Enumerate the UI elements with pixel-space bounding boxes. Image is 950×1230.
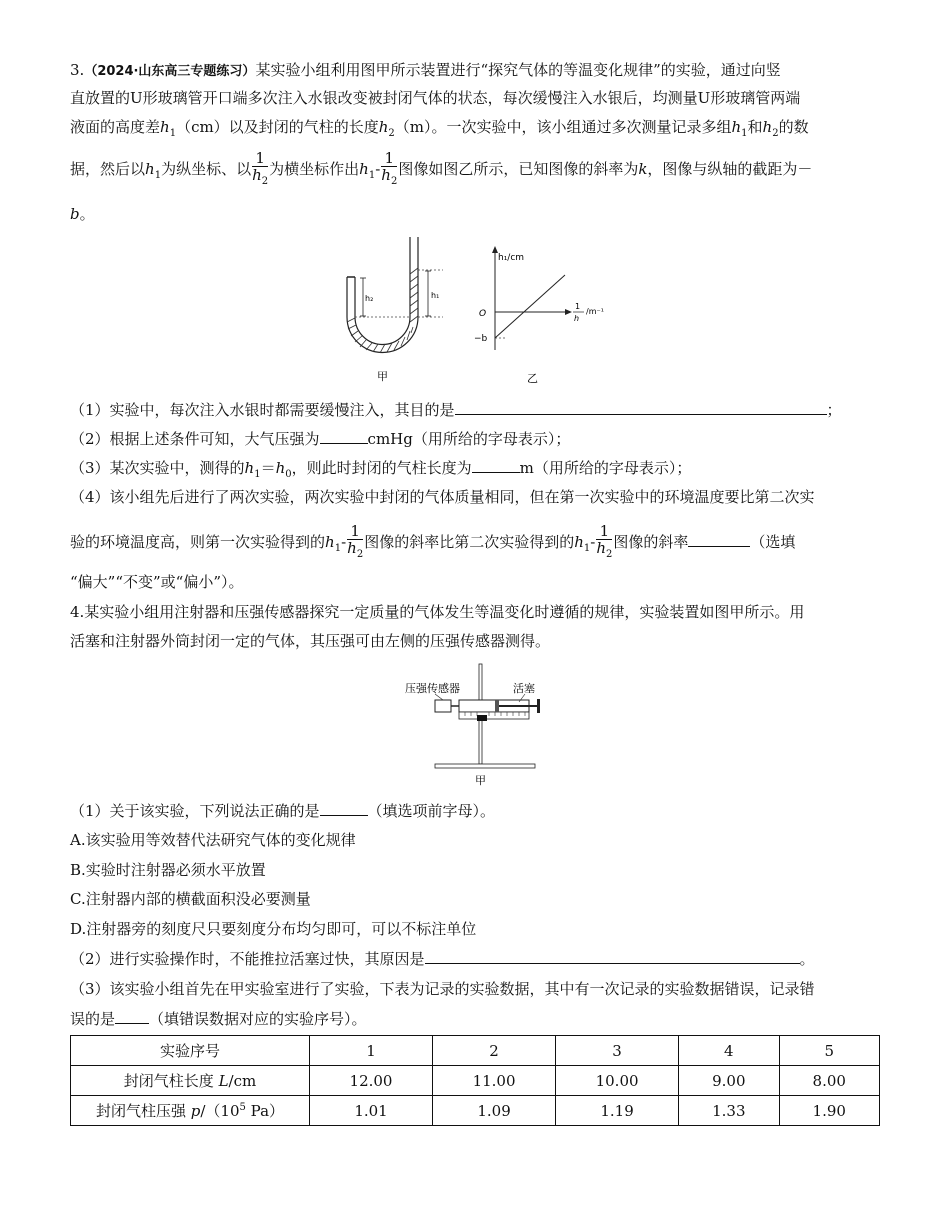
q3-sub4-text-b1: 验的环境温度高，则第一次实验得到的 — [70, 533, 326, 551]
sub: 1 — [741, 128, 748, 139]
sub: 2 — [772, 128, 779, 139]
var-h: h — [347, 539, 357, 557]
q3-stem-c5: 的数 — [778, 118, 809, 136]
q3-line-2 — [70, 85, 800, 111]
frac-num: 1 — [252, 150, 268, 167]
answer-blank[interactable] — [320, 799, 368, 816]
x-axis-arrow — [565, 309, 572, 315]
graph-figure — [470, 240, 620, 388]
var-b: b — [70, 205, 80, 223]
sub: 1 — [254, 469, 261, 480]
x-axis-frac-den: h — [574, 314, 580, 323]
table-header-cell: 1 — [310, 1036, 433, 1066]
q4-stem-b: 活塞和注射器外筒封闭一定的气体，其压强可由左侧的压强传感器测得。 — [70, 632, 551, 650]
q3-sub2 — [70, 426, 570, 452]
q3-line-4 — [70, 150, 812, 190]
q3-sub4-line1 — [70, 484, 815, 510]
sub: 1 — [583, 543, 591, 554]
var-h: h — [244, 459, 255, 477]
q3-sub3-text-c: ，则此时封闭的气柱长度为 — [291, 459, 472, 477]
q3-stem-c3: （m）。一次实验中，该小组通过多次测量记录多组 — [394, 118, 732, 136]
clamp — [477, 715, 487, 721]
pressure-sensor — [435, 700, 451, 712]
h1-label: h₁ — [431, 291, 440, 300]
var-L: L — [218, 1072, 229, 1090]
q3-stem-e: 。 — [79, 205, 95, 223]
var-h: h — [574, 533, 584, 551]
figure-caption: 甲 — [475, 774, 486, 787]
q3-sub3-text: （3）某次实验中，测得的 — [70, 459, 245, 477]
table-row — [71, 1096, 880, 1126]
table-cell: 1.09 — [433, 1096, 556, 1126]
q4-sub3-text-b2: （填错误数据对应的实验序号）。 — [149, 1010, 367, 1028]
var-h: h — [731, 118, 742, 136]
table-cell: 8.00 — [779, 1066, 879, 1096]
q3-line-3 — [70, 114, 809, 147]
q3-sub4-text-c: “偏大”“不变”或“偏小”）。 — [70, 573, 244, 591]
q3-stem-d5: ，图像与纵轴的截距为－ — [647, 160, 813, 178]
row-label-unit: /cm — [228, 1072, 257, 1090]
sub: 2 — [356, 549, 364, 560]
q3-stem-a: 某实验小组利用图甲所示装置进行“探究气体的等温变化规律”的实验，通过向竖 — [255, 61, 781, 79]
frac-den — [596, 540, 612, 563]
superscript: 5 — [239, 1102, 246, 1113]
row-label-length — [71, 1066, 310, 1096]
var-h: h — [378, 118, 389, 136]
q3-sub3-text-d: m（用所给的字母表示）； — [519, 459, 692, 477]
q3-number: 3. — [70, 61, 85, 79]
sub: 2 — [388, 128, 395, 139]
table-header-cell: 2 — [433, 1036, 556, 1066]
var-h: h — [596, 539, 606, 557]
mercury-hatch — [347, 268, 418, 353]
q3-stem-d4: 图像如图乙所示，已知图像的斜率为 — [398, 160, 639, 178]
q3-stem-b: 直放置的U形玻璃管开口端多次注入水银改变被封闭气体的状态，每次缓慢注入水银后，均测量U形玻璃管两端 — [70, 89, 801, 107]
q3-sub1 — [70, 397, 842, 423]
piston-handle — [537, 699, 540, 713]
h2-label: h₂ — [365, 294, 374, 303]
u-tube-bottom — [347, 317, 418, 353]
var-k: k — [638, 160, 648, 178]
var-p: p — [190, 1102, 201, 1120]
q3-sub2-text: （2）根据上述条件可知，大气压强为 — [70, 430, 320, 448]
answer-blank[interactable] — [320, 427, 368, 444]
q4-sub3-line1 — [70, 976, 815, 1002]
dash: - — [590, 533, 596, 551]
answer-blank[interactable] — [425, 947, 800, 964]
q4-sub2-end: 。 — [799, 950, 815, 968]
q3-line-1 — [70, 57, 781, 85]
q3-sub4-text-a: （4）该小组先后进行了两次实验，两次实验中封闭的气体质量相同，但在第一次实验中的环境温度要比第二次实 — [70, 488, 815, 506]
table-cell: 1.19 — [556, 1096, 679, 1126]
syringe-scale — [459, 712, 529, 719]
option-b: B.实验时注射器必须水平放置 — [70, 861, 266, 879]
sub: 2 — [606, 549, 613, 560]
sub: 2 — [261, 176, 269, 187]
var-h: h — [160, 118, 170, 136]
q3-stem-c1: 液面的高度差 — [70, 118, 161, 136]
frac-den — [347, 540, 363, 563]
var-h: h — [325, 533, 335, 551]
u-tube-bottom — [355, 317, 410, 345]
q3-stem-c4: 和 — [747, 118, 763, 136]
table-header-cell: 3 — [556, 1036, 679, 1066]
var-h: h — [381, 166, 391, 184]
option-d: D.注射器旁的刻度尺只要刻度分布均匀即可，可以不标注单位 — [70, 920, 477, 938]
q4-sub3-line2 — [70, 1006, 367, 1032]
table-cell: 1.90 — [779, 1096, 879, 1126]
figure-jia-caption: 甲 — [377, 370, 388, 383]
var-h: h — [359, 160, 369, 178]
table-cell: 12.00 — [310, 1066, 433, 1096]
data-table — [70, 1035, 880, 1126]
syringe-figure — [395, 660, 555, 790]
y-axis-label: h₁/cm — [498, 253, 525, 263]
table-row — [71, 1066, 880, 1096]
piston-label: 活塞 — [513, 682, 535, 695]
sub: 1 — [154, 170, 162, 181]
row-label-text: 封闭气柱压强 — [95, 1102, 191, 1120]
row-label-text: 封闭气柱长度 — [123, 1072, 219, 1090]
u-tube-figure — [325, 232, 455, 387]
answer-blank[interactable] — [115, 1007, 149, 1024]
table-cell: 10.00 — [556, 1066, 679, 1096]
q3-sub4-line3 — [70, 569, 244, 595]
q4-sub2-text: （2）进行实验操作时，不能推拉活塞过快，其原因是 — [70, 950, 425, 968]
option-a: A.该实验用等效替代法研究气体的变化规律 — [70, 831, 356, 849]
answer-blank[interactable] — [455, 398, 827, 415]
dash: - — [341, 533, 347, 551]
table-header-cell: 实验序号 — [71, 1036, 310, 1066]
q3-stem-d3: 为横坐标作出 — [269, 160, 360, 178]
frac-num: 1 — [347, 523, 363, 540]
table-cell: 1.33 — [679, 1096, 779, 1126]
q4-sub3-text-b1: 误的是 — [70, 1010, 116, 1028]
q3-line-5 — [70, 201, 95, 227]
stand-base — [435, 764, 535, 768]
q3-sub1-text: （1）实验中，每次注入水银时都需要缓慢注入，其目的是 — [70, 401, 455, 419]
x-axis-unit: /m⁻¹ — [586, 307, 604, 316]
equals: ＝ — [260, 459, 276, 477]
var-h: h — [252, 166, 262, 184]
q4-line-2 — [70, 628, 550, 654]
q3-stem-d1: 据，然后以 — [70, 160, 146, 178]
var-h: h — [762, 118, 773, 136]
q3-sub4-line2 — [70, 523, 795, 563]
table-cell: 1.01 — [310, 1096, 433, 1126]
frac-num: 1 — [381, 150, 397, 167]
q3-sub2-text-b: cmHg（用所给的字母表示）； — [367, 430, 571, 448]
q3-sub4-text-b3: 图像的斜率 — [613, 533, 689, 551]
q3-stem-c2: （cm）以及封闭的气柱的长度 — [176, 118, 379, 136]
q3-sub4-text-b4: （选填 — [750, 533, 796, 551]
answer-blank[interactable] — [472, 456, 520, 473]
fraction-1-over-h2 — [347, 523, 363, 563]
frac-den — [381, 167, 397, 190]
fraction-1-over-h2 — [252, 150, 268, 190]
q4-sub1 — [70, 798, 495, 824]
table-header-cell: 5 — [779, 1036, 879, 1066]
q3-sub4-text-b2: 图像的斜率比第二次实验得到的 — [364, 533, 575, 551]
piston-head — [495, 700, 499, 712]
intercept-label: −b — [474, 334, 488, 344]
q4-sub3-text-a: （3）该实验小组首先在甲实验室进行了实验，下表为记录的实验数据，其中有一次记录的实验数据错误，记录错 — [70, 980, 815, 998]
q4-sub2 — [70, 946, 815, 972]
table-row — [71, 1036, 880, 1066]
answer-blank[interactable] — [688, 530, 750, 547]
dash: - — [375, 160, 381, 178]
table-cell: 11.00 — [433, 1066, 556, 1096]
q4-sub1-text: （1）关于该实验，下列说法正确的是 — [70, 802, 320, 820]
sub: 2 — [390, 176, 398, 187]
q3-sub1-end: ； — [826, 401, 842, 419]
row-label-unit: /（10 — [200, 1102, 240, 1120]
sub: 1 — [169, 128, 177, 139]
q4-sub1-text-b: （填选项前字母）。 — [367, 802, 496, 820]
frac-den — [252, 167, 268, 190]
q3-source: （2024·山东高三专题练习） — [84, 64, 256, 79]
row-label-pressure — [71, 1096, 310, 1126]
row-label-unit-end: Pa） — [245, 1102, 285, 1120]
option-c: C.注射器内部的横截面积没必要测量 — [70, 890, 311, 908]
origin-label: O — [479, 309, 487, 319]
table-cell: 9.00 — [679, 1066, 779, 1096]
fraction-1-over-h2 — [596, 523, 612, 563]
frac-num: 1 — [596, 523, 612, 540]
q3-stem-d2: 为纵坐标、以 — [161, 160, 252, 178]
table-header-cell: 4 — [679, 1036, 779, 1066]
fit-line — [495, 275, 565, 338]
x-axis-frac-num: 1 — [575, 302, 581, 311]
sensor-label: 压强传感器 — [405, 682, 460, 695]
sub: 1 — [334, 543, 342, 554]
sub: 1 — [368, 170, 376, 181]
q4-line-1 — [70, 599, 804, 625]
fraction-1-over-h2 — [381, 150, 397, 190]
q4-stem-a: 4.某实验小组用注射器和压强传感器探究一定质量的气体发生等温变化时遵循的规律，实验装置如图甲所示。用 — [70, 603, 805, 621]
y-axis-arrow — [492, 246, 498, 253]
sub: 0 — [285, 469, 292, 480]
figure-yi-caption: 乙 — [527, 372, 538, 385]
var-h: h — [275, 459, 286, 477]
var-h: h — [145, 160, 155, 178]
